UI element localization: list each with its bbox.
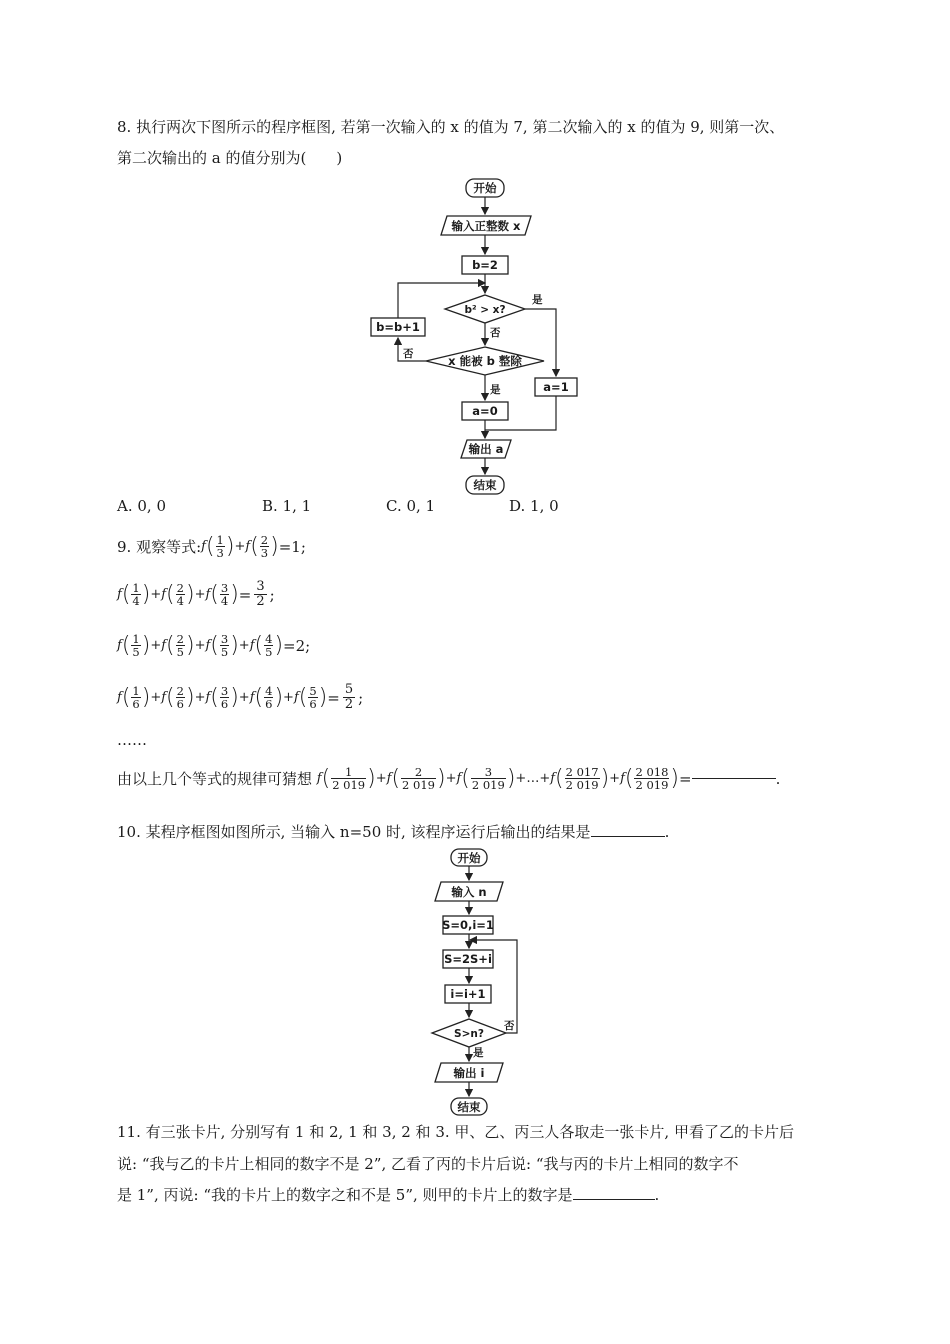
q9-term4-den: 2 019: [565, 778, 599, 792]
fc10-input: 输入 n: [451, 885, 487, 899]
fc10-step2: i=i+1: [450, 987, 486, 1001]
q9-intro: 9. 观察等式:: [117, 538, 202, 556]
fc8-assign1: a=1: [543, 380, 569, 394]
fc8-start: 开始: [473, 181, 497, 195]
q9-term2-den: 2 019: [402, 778, 435, 792]
q11-line3: 是 1”, 丙说: “我的卡片上的数字之和不是 5”, 则甲的卡片上的数字是 .: [117, 1186, 660, 1204]
q9-eq1: 9. 观察等式: f ( $\frac{1}{3}$ ) + f ( $\frac{2}{3}$ ) =1;: [117, 533, 306, 560]
q9-term1-num: 1: [345, 765, 353, 779]
q9-term4-num: 2 017: [565, 765, 599, 779]
fc10-yes: 是: [473, 1047, 484, 1059]
fc10-start: 开始: [457, 851, 481, 865]
q9-eq4: f ( $\frac{1}{6}$ ) + f ( $\frac{2}{6}$ ) + f ( $\frac{3}{6}$ ) + f ( $\frac{4}{6}$ ) + f ( $\frac{5}{6}$ ) = $\frac{5}{2}$ ;: [117, 682, 364, 712]
fc8-init: b=2: [472, 258, 498, 272]
fc8-no1: 否: [490, 327, 501, 339]
q9-term2-num: 2: [414, 765, 423, 779]
q8-option-c: C. 0, 1: [386, 497, 436, 515]
fc8-yes1: 是: [532, 294, 543, 306]
q9-dots: +…+: [515, 771, 551, 786]
q9-eq4-rhs-den: 2: [344, 697, 354, 712]
q9-term5-den: 2 019: [635, 778, 669, 792]
fc10-no: 否: [504, 1020, 515, 1032]
fc8-no2: 否: [403, 348, 414, 360]
q9-term5-num: 2 018: [635, 765, 669, 779]
q9-eq4-rhs-num: 5: [344, 682, 354, 697]
q9-eq2-rhs-num: 3: [256, 579, 265, 594]
fc10-step1: S=2S+i: [444, 952, 492, 966]
q8-option-a: A. 0, 0: [117, 497, 166, 515]
q9-eq3-rhs: =2;: [283, 636, 311, 655]
q9-term3-den: 2 019: [471, 778, 505, 792]
q9-eq2: f ( $\frac{1}{4}$ ) + f ( $\frac{2}{4}$ ) + f ( $\frac{3}{4}$ ) = $\frac{3}{2}$ ;: [117, 579, 275, 609]
q9-eq3: f ( $\frac{1}{5}$ ) + f ( $\frac{2}{5}$ ) + f ( $\frac{3}{5}$ ) + f ( $\frac{4}{5}$ ) =2;: [117, 632, 311, 659]
fc8-cond1: b² > x?: [464, 304, 506, 316]
q8-option-b: B. 1, 1: [262, 497, 312, 515]
fc10-cond: S>n?: [454, 1028, 484, 1040]
q9-guess: 由以上几个等式的规律可猜想 f ( $\frac{1}{2 019}$ ) + f ( $\frac{2}{2 019}$ ) + f ( $\frac{3}{2 019}$ ) +…+ f ( $\frac{2 017}{2 019}$ ) + f ( $\frac{2 018}{2 019}$ ) = .: [117, 765, 781, 792]
q11-line3-text: 是 1”, 丙说: “我的卡片上的数字之和不是 5”, 则甲的卡片上的数字是: [117, 1186, 573, 1204]
fc10-init: S=0,i=1: [442, 918, 494, 932]
fc8-input: 输入正整数 x: [451, 219, 521, 233]
q11-line2: 说: “我与乙的卡片上相同的数字不是 2”, 乙看了丙的卡片后说: “我与丙的卡片上相同的数字不: [117, 1155, 739, 1173]
fc8-update: b=b+1: [376, 320, 420, 334]
fc8-cond2: x 能被 b 整除: [448, 354, 522, 368]
fc8-yes2: 是: [490, 384, 501, 396]
q8-option-d: D. 1, 0: [509, 497, 559, 515]
q9-term3-num: 3: [484, 765, 493, 779]
fc8-end: 结束: [473, 478, 497, 492]
q9-eq1-rhs: =1;: [278, 537, 306, 556]
q9-answer-blank[interactable]: [692, 778, 776, 779]
fc8-assign0: a=0: [472, 404, 498, 418]
fc10-output: 输出 i: [453, 1066, 485, 1080]
q10-answer-blank[interactable]: [591, 836, 665, 837]
fc10-end: 结束: [457, 1100, 481, 1114]
q9-ellipsis: ……: [117, 731, 147, 749]
q8-text-line2: 第二次输出的 a 的值分别为( ): [117, 149, 343, 167]
q8-text-line1: 8. 执行两次下图所示的程序框图, 若第一次输入的 x 的值为 7, 第二次输入的 x 的值为 9, 则第一次、: [117, 118, 785, 136]
q9-term1-den: 2 019: [332, 778, 366, 792]
q10-text: 10. 某程序框图如图所示, 当输入 n=50 时, 该程序运行后输出的结果是 .: [117, 823, 670, 841]
q9-guess-text: 由以上几个等式的规律可猜想: [117, 770, 313, 788]
q10-flowchart: [420, 845, 540, 1120]
fc8-output: 输出 a: [468, 442, 504, 456]
q11-line1: 11. 有三张卡片, 分别写有 1 和 2, 1 和 3, 2 和 3. 甲、乙、丙三人各取走一张卡片, 甲看了乙的卡片后: [117, 1123, 794, 1141]
q10-question: 10. 某程序框图如图所示, 当输入 n=50 时, 该程序运行后输出的结果是: [117, 823, 591, 841]
q11-answer-blank[interactable]: [573, 1199, 655, 1200]
q9-eq2-rhs-den: 2: [256, 594, 265, 609]
q8-flowchart: [360, 172, 600, 502]
